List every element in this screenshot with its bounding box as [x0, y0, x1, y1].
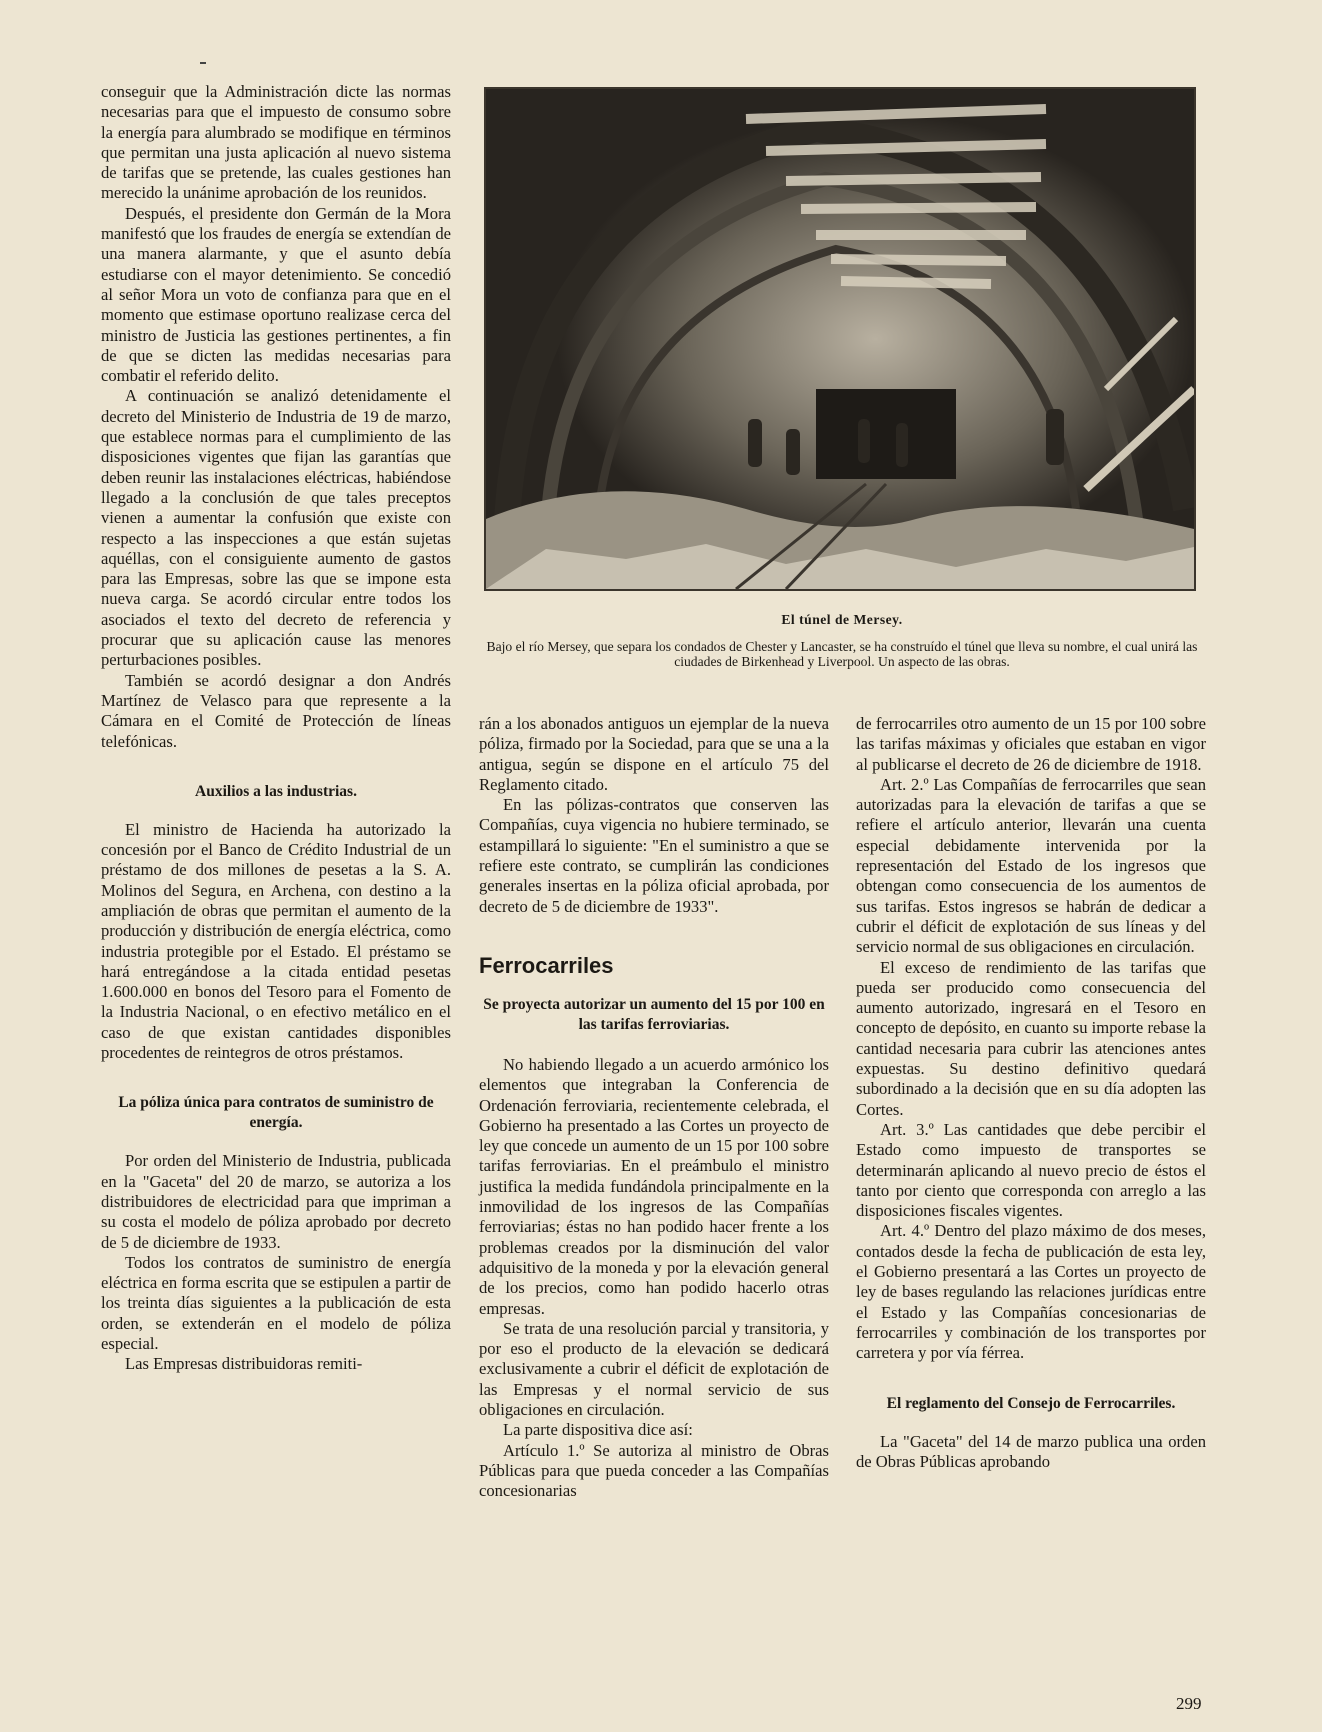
- subheading-poliza: La póliza única para contratos de suministro de energía.: [118, 1094, 434, 1132]
- page-number: 299: [1176, 1694, 1202, 1713]
- paragraph: Art. 2.º Las Compañías de ferrocarriles que sean autorizadas para la elevación de tarifas a que se refiere el artículo anterior, llevarán una cuenta especial debidamente intervenida por la representación del Estado de los ingresos que obtengan como consecuencia de los aumentos de sus tarifas. Estos ingresos se habrán de dedicar a cubrir el déficit de explotación de sus líneas y del servicio normal de sus obligaciones en circulación.: [856, 774, 1206, 957]
- paragraph: conseguir que la Administración dicte las normas necesarias para que el impuesto de consumo sobre la energía para alumbrado se modifique en términos que permitan una justa aplicación al nuevo sistema de tarifas que se pretende, las cuales gestiones han merecido la unánime aprobación de los reunidos.: [101, 82, 451, 203]
- paragraph: La parte dispositiva dice así:: [503, 1420, 693, 1440]
- caption-text: Bajo el río Mersey, que separa los condados de Chester y Lancaster, se ha construído el túnel que lleva su nombre, el cual unirá las ciudades de Birkenhead y Liverpool. Un aspecto de las obras.: [486, 639, 1198, 669]
- print-mark: [200, 62, 206, 64]
- paragraph: El ministro de Hacienda ha autorizado la concesión por el Banco de Crédito Industrial de un préstamo de dos millones de pesetas a la S. A. Molinos del Segura, en Archena, con destino a la ampliación de obras que permitan el aumento de la producción y distribución de energía eléctrica, como industria protegible por el Estado. El préstamo se hará entregándose a la citada entidad pesetas 1.600.000 en bonos del Tesoro para el Fomento de la Industria Nacional, o en efectivo metálico en el caso de que existan cantidades disponibles procedentes de reintegros de otros préstamos.: [101, 819, 451, 1063]
- paragraph: Todos los contratos de suministro de energía eléctrica en forma escrita que se estipulen a partir de los treinta días siguientes a la publicación de esta orden, se extenderán en el modelo de póliza especial.: [101, 1252, 451, 1354]
- tunnel-photograph: [484, 87, 1196, 591]
- figure-caption: [479, 612, 1205, 669]
- paragraph: rán a los abonados antiguos un ejemplar de la nueva póliza, firmado por la Sociedad, para que se una a la antigua, según se dispone en el artículo 75 del Reglamento citado.: [479, 714, 829, 794]
- paragraph: Después, el presidente don Germán de la Mora manifestó que los fraudes de energía se extendían de una manera alarmante, y que el asunto debía estudiarse con el mayor detenimiento. Se concedió al señor Mora un voto de confianza para que en el momento que estimase oportuno realizase cerca del ministro de Justicia las gestiones pertinentes, a fin de que se dicten las medidas necesarias para combatir el referido delito.: [101, 203, 451, 386]
- paragraph: Art. 3.º Las cantidades que debe percibir el Estado como impuesto de transportes se determinarán aplicando al nuevo precio de éstos el tanto por ciento que corresponda con arreglo a las disposiciones fiscales vigentes.: [856, 1119, 1206, 1221]
- subheading-auxilios: Auxilios a las industrias.: [195, 782, 357, 800]
- paragraph: No habiendo llegado a un acuerdo armónico los elementos que integraban la Conferencia de Ordenación ferroviaria, recientemente celebrada, el Gobierno ha presentado a las Cortes un proyecto de ley que concede un aumento de un 15 por 100 sobre tarifas ferroviarias. En el preámbulo el ministro justifica la medida fundándola principalmente en la inmovilidad de los ingresos de las Compañías ferroviarias; éstas no han podido hacer frente a los problemas creados por la disminución del valor adquisitivo de la moneda y por la elevación general de los precios, como han podido hacerlo otras empresas.: [479, 1054, 829, 1318]
- paragraph: El exceso de rendimiento de las tarifas que pueda ser producido como consecuencia del aumento autorizado, ingresará en el Tesoro en concepto de depósito, en cuanto su importe rebase la cantidad necesaria para cubrir las atenciones antes expuestas. Su destino definitivo quedará subordinado a la decisión que en su día adopten las Cortes.: [856, 957, 1206, 1119]
- paragraph: A continuación se analizó detenidamente el decreto del Ministerio de Industria de 19 de marzo, que establece normas para el cumplimiento de las disposiciones vigentes que fijan las garantías que deben reunir las instalaciones eléctricas, habiéndose llegado a la conclusión de que tales preceptos vienen a aumentar la confusión que existe con respecto a las inspecciones a que están sujetas aquéllas, con el consiguiente aumento de gastos para las Empresas, sobre las que se impone esta nueva carga. Se acordó circular entre todos los asociados el texto del decreto de referencia y procurar que su aplicación cause las menores perturbaciones posibles.: [101, 386, 451, 670]
- subheading-reglamento: El reglamento del Consejo de Ferrocarriles.: [886, 1394, 1176, 1412]
- section-deck: Se proyecta autorizar un aumento del 15 por 100 en las tarifas ferroviarias.: [483, 995, 825, 1033]
- column-left: [101, 82, 451, 1375]
- section-title-ferrocarriles: Ferrocarriles: [479, 952, 614, 978]
- tunnel-illustration: [486, 89, 1194, 589]
- paragraph: Por orden del Ministerio de Industria, publicada en la "Gaceta" del 20 de marzo, se autoriza a los distribuidores de electricidad para que impriman a su costa el modelo de póliza aprobado por decreto de 5 de diciembre de 1933.: [101, 1151, 451, 1252]
- paragraph: Las Empresas distribuidoras remiti-: [125, 1354, 363, 1374]
- paragraph: También se acordó designar a don Andrés Martínez de Velasco para que represente a la Cámara en el Comité de Protección de líneas telefónicas.: [101, 670, 451, 751]
- paragraph: En las pólizas-contratos que conserven las Compañías, cuya vigencia no hubiere terminado, se estampillará lo siguiente: "En el suministro a que se refiere este contrato, se cumplirán las condiciones generales insertas en la póliza oficial aprobada, por decreto de 5 de diciembre de 1933".: [479, 795, 829, 916]
- paragraph: La "Gaceta" del 14 de marzo publica una orden de Obras Públicas aprobando: [856, 1431, 1206, 1471]
- paragraph: Se trata de una resolución parcial y transitoria, y por eso el producto de la elevación se dedicará exclusivamente a cubrir el déficit de explotación de las Empresas y el normal servicio de sus obligaciones en circulación.: [479, 1318, 829, 1420]
- caption-title: El túnel de Mersey.: [781, 612, 903, 627]
- column-middle: [479, 714, 829, 1502]
- paragraph: Art. 4.º Dentro del plazo máximo de dos meses, contados desde la fecha de publicación de esta ley, el Gobierno presentará a las Cortes un proyecto de ley de bases regulando las relaciones jurídicas entre el Estado y las Compañías concesionarias de ferrocarriles y combinación de los transportes por carretera y por vía férrea.: [856, 1221, 1206, 1363]
- paragraph: Artículo 1.º Se autoriza al ministro de Obras Públicas para que pueda conceder a las Compañías concesionarias: [479, 1440, 829, 1501]
- column-right: [856, 714, 1206, 1472]
- paragraph: de ferrocarriles otro aumento de un 15 por 100 sobre las tarifas máximas y oficiales que estaban en vigor al publicarse el decreto de 26 de diciembre de 1918.: [856, 714, 1206, 774]
